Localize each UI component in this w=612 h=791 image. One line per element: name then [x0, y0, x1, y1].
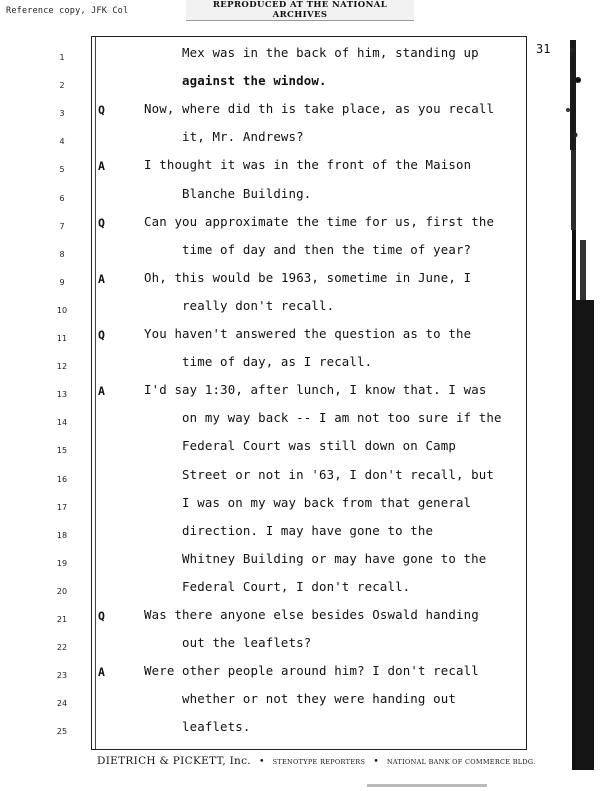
- line-number: 6: [59, 193, 65, 203]
- line-text: on my way back -- I am not too sure if the: [182, 410, 502, 426]
- transcript-line: [0, 154, 612, 182]
- transcript-line: [0, 70, 612, 98]
- speaker-label: A: [98, 271, 105, 286]
- line-text: Oh, this would be 1963, sometime in June, I: [144, 269, 472, 285]
- transcript-line: [0, 98, 612, 126]
- transcript-line: [0, 632, 612, 660]
- line-number: 16: [56, 474, 68, 484]
- line-number: 8: [59, 249, 65, 259]
- stamp-marks-icon: [186, 20, 414, 21]
- transcript-line: [0, 548, 612, 576]
- line-text: Whitney Building or may have gone to the: [182, 550, 487, 566]
- transcript-line: [0, 576, 612, 604]
- line-number: 4: [59, 137, 65, 147]
- line-number: 24: [56, 699, 68, 709]
- speaker-label: A: [98, 384, 105, 399]
- transcript-line: [0, 351, 612, 379]
- line-number: 10: [56, 305, 68, 315]
- line-text: Was there anyone else besides Oswald handing: [144, 607, 479, 622]
- line-number: 11: [56, 334, 68, 343]
- line-text: Federal Court, I don't recall.: [182, 578, 411, 594]
- footer-firm: DIETRICH & PICKETT, Inc.: [97, 755, 251, 767]
- line-number: 5: [59, 165, 65, 175]
- footer-service: STENOTYPE REPORTERS: [272, 758, 366, 766]
- reporter-footer: [97, 755, 536, 767]
- bottom-scan-mark: [367, 784, 487, 787]
- line-text: Federal Court was still down on Camp: [182, 438, 456, 454]
- line-text: Were other people around him? I don't recall: [144, 663, 479, 679]
- transcript-line: [0, 379, 612, 407]
- line-text: really don't recall.: [182, 297, 335, 313]
- line-text: time of day and then the time of year?: [182, 241, 472, 257]
- transcript-line: [0, 464, 612, 492]
- line-number: 21: [56, 615, 68, 624]
- line-number: 1: [59, 53, 65, 62]
- transcript-line: [0, 323, 612, 351]
- line-number: 23: [56, 671, 68, 681]
- scan-noise-artifact: [560, 40, 600, 160]
- line-text: I was on my way back from that general: [182, 494, 472, 510]
- speaker-label: Q: [98, 609, 105, 623]
- transcript-line: [0, 183, 612, 211]
- transcript-line: [0, 520, 612, 548]
- archives-stamp: [186, 0, 414, 21]
- line-number: 22: [56, 643, 68, 653]
- transcript-line: [0, 295, 612, 323]
- line-text: Now, where did th is take place, as you recall: [144, 101, 495, 117]
- transcript-line: [0, 267, 612, 295]
- transcript-line: [0, 407, 612, 435]
- line-text: out the leaflets?: [182, 635, 312, 651]
- line-number: 2: [59, 81, 65, 91]
- line-text: direction. I may have gone to the: [182, 522, 434, 538]
- line-text: against the window.: [182, 73, 327, 89]
- archives-stamp-text: REPRODUCED AT THE NATIONAL ARCHIVES: [212, 0, 388, 20]
- line-text: whether or not they were handing out: [182, 691, 456, 707]
- line-text: time of day, as I recall.: [182, 354, 373, 370]
- line-number: 19: [56, 558, 68, 568]
- transcript-line: [0, 660, 612, 688]
- transcript-line: [0, 126, 612, 154]
- line-number: 9: [59, 277, 65, 287]
- transcript-line: [0, 604, 612, 632]
- line-text: Blanche Building.: [182, 185, 312, 201]
- footer-separator-icon: •: [258, 756, 265, 767]
- speaker-label: A: [98, 665, 105, 680]
- transcript-line: [0, 688, 612, 716]
- transcript-line: [0, 435, 612, 463]
- line-number: 3: [59, 109, 65, 119]
- speaker-label: Q: [98, 103, 105, 118]
- line-text: Mex was in the back of him, standing up: [182, 45, 479, 60]
- line-number: 18: [56, 530, 68, 540]
- line-text: Street or not in '63, I don't recall, but: [182, 466, 495, 482]
- line-number: 12: [56, 362, 68, 372]
- line-text: You haven't answered the question as to the: [144, 326, 472, 341]
- line-number: 25: [56, 727, 68, 737]
- transcript-line: [0, 42, 612, 70]
- speaker-label: Q: [98, 328, 105, 342]
- line-number: 17: [56, 502, 68, 512]
- transcript-line: [0, 239, 612, 267]
- line-text: leaflets.: [182, 719, 251, 735]
- line-text: it, Mr. Andrews?: [182, 129, 304, 145]
- footer-address: NATIONAL BANK OF COMMERCE BLDG.: [386, 758, 536, 766]
- line-number: 7: [59, 221, 65, 231]
- reference-copy-label: Reference copy, JFK Col: [6, 6, 129, 16]
- line-number: 14: [56, 418, 68, 428]
- speaker-label: Q: [98, 215, 105, 230]
- line-number: 15: [56, 446, 68, 456]
- speaker-label: A: [98, 159, 105, 174]
- page-number: 31: [536, 42, 551, 56]
- transcript-line: [0, 492, 612, 520]
- line-number: 13: [56, 390, 68, 400]
- line-text: I thought it was in the front of the Maison: [144, 157, 472, 173]
- line-number: 20: [56, 586, 68, 596]
- footer-separator-icon: •: [373, 756, 379, 767]
- transcript-line: [0, 211, 612, 239]
- line-text: Can you approximate the time for us, first the: [144, 213, 495, 229]
- transcript-line: [0, 716, 612, 744]
- line-text: I'd say 1:30, after lunch, I know that. I was: [144, 382, 487, 398]
